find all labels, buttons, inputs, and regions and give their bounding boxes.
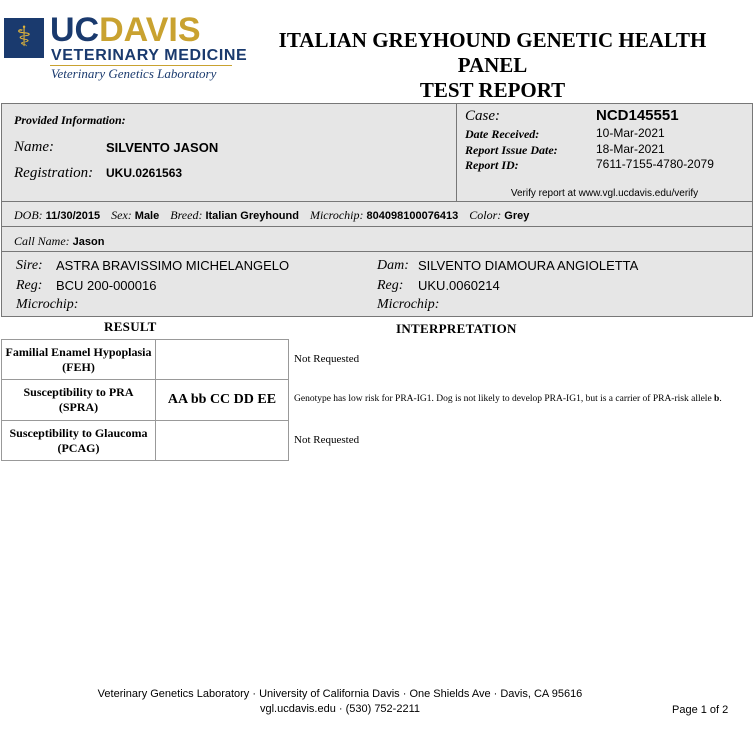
dam-microchip-label: Microchip: (377, 297, 440, 312)
color-label: Color: (469, 208, 502, 222)
sire-value: ASTRA BRAVISSIMO MICHELANGELO (56, 258, 290, 273)
date-received-label: Date Received: (465, 127, 540, 141)
microchip-value: 804098100076413 (366, 210, 459, 222)
caduceus-shield-icon: ⚕ (4, 18, 44, 58)
dob-value: 11/30/2015 (45, 210, 101, 222)
call-name (14, 234, 112, 249)
microchip-label: Microchip: (309, 208, 364, 222)
dog-details (14, 208, 537, 223)
report-id-value: 7611-7155-4780-2079 (596, 157, 714, 171)
genotype-cell: AA bb CC DD EE (155, 379, 289, 421)
color-value: Grey (504, 210, 530, 222)
sire-label: Sire: (16, 258, 43, 273)
interpretation-text: Not Requested (294, 434, 360, 446)
sire-reg-label: Reg: (16, 278, 43, 293)
genotype-cell (155, 420, 289, 461)
date-received-value: 10-Mar-2021 (596, 126, 665, 140)
call-name-value: Jason (72, 236, 105, 248)
report-title-line1: ITALIAN GREYHOUND GENETIC HEALTH PANEL (278, 28, 707, 77)
dog-name: SILVENTO JASON (106, 140, 219, 155)
dam-value: SILVENTO DIAMOURA ANGIOLETTA (418, 258, 639, 273)
dam-reg-value: UKU.0060214 (418, 278, 500, 293)
registration-value: UKU.0261563 (106, 166, 183, 180)
dam-reg-label: Reg: (377, 278, 404, 293)
interpretation-text: Genotype has low risk for PRA-IG1. Dog is not likely to develop PRA-IG1, but is a carrier of PRA-risk allele b. (294, 394, 722, 404)
provided-heading: Provided Information: (14, 113, 126, 127)
report-title-line2: TEST REPORT (419, 78, 566, 102)
ucdavis-logo (4, 11, 248, 82)
page-number: Page 1 of 2 (672, 704, 729, 716)
sire-microchip-label: Microchip: (16, 297, 79, 312)
name-label: Name: (14, 139, 54, 155)
test-name-cell: Familial Enamel Hypoplasia (FEH) (1, 339, 156, 380)
logo-wordmark (50, 12, 201, 48)
sire-reg-value: BCU 200-000016 (56, 278, 157, 293)
genotype-cell (155, 339, 289, 380)
report-id-label: Report ID: (465, 158, 519, 172)
case-number: NCD145551 (596, 107, 679, 124)
dam-label: Dam: (377, 258, 409, 273)
logo-uc: UC (50, 11, 100, 49)
call-name-label: Call Name: (14, 234, 70, 248)
logo-school: VETERINARY MEDICINE (51, 47, 248, 64)
breed-label: Breed: (170, 208, 203, 222)
case-label: Case: (465, 108, 500, 124)
result-heading: RESULT (104, 319, 157, 334)
issue-date-value: 18-Mar-2021 (596, 142, 665, 156)
call-name-row (1, 226, 753, 252)
report-title (250, 28, 735, 103)
test-name-cell: Susceptibility to PRA (SPRA) (1, 379, 156, 421)
registration-label: Registration: (14, 165, 94, 181)
sex-label: Sex: (111, 208, 132, 222)
sex-value: Male (134, 210, 160, 222)
footer-address: Veterinary Genetics Laboratory · University of California Davis · One Shields Ave · Davis, CA 95616 (97, 688, 583, 700)
breed-value: Italian Greyhound (205, 210, 299, 222)
interpretation-text: Not Requested (294, 353, 360, 365)
issue-date-label: Report Issue Date: (465, 143, 558, 157)
verify-link[interactable]: Verify report at www.vgl.ucdavis.edu/verify (510, 188, 699, 199)
footer-contact: vgl.ucdavis.edu · (530) 752-2211 (259, 703, 420, 715)
test-name-cell: Susceptibility to Glaucoma (PCAG) (1, 420, 156, 461)
dob-label: DOB: (14, 208, 43, 222)
logo-lab: Veterinary Genetics Laboratory (51, 66, 217, 81)
logo-davis: DAVIS (99, 11, 201, 49)
interpretation-heading: INTERPRETATION (396, 321, 517, 336)
